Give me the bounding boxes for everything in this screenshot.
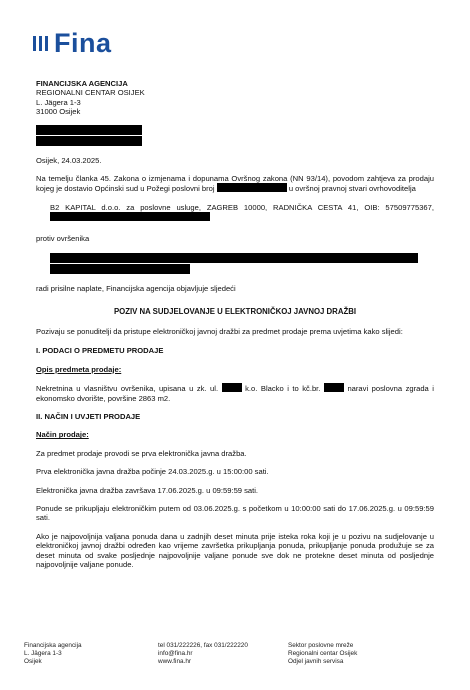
logo-text: Fina bbox=[54, 28, 112, 58]
sale-item: Elektronička javna dražba završava 17.06.2025.g. u 09:59:59 sati. bbox=[36, 485, 259, 495]
sale-item: Za predmet prodaje provodi se prva elektronička javna dražba. bbox=[36, 448, 247, 458]
footer-website-link[interactable]: www.fina.hr bbox=[158, 658, 192, 665]
address-org: FINANCIJSKA AGENCIJA bbox=[36, 79, 128, 88]
address-center: REGIONALNI CENTAR OSIJEK bbox=[36, 88, 145, 98]
address-street: L. Jägera 1-3 bbox=[36, 97, 81, 107]
against-line: protiv ovršenika bbox=[36, 233, 90, 243]
intro-paragraph bbox=[36, 174, 434, 194]
redacted-block bbox=[50, 253, 418, 263]
footer-text: Odjel javnih servisa bbox=[288, 658, 344, 665]
footer-text: Sektor poslovne mreže bbox=[288, 642, 354, 649]
footer-column-address bbox=[24, 642, 82, 666]
footer-text: Osijek bbox=[24, 658, 42, 665]
creditor-paragraph bbox=[36, 203, 434, 223]
sale-item: Ponude se prikupljaju elektroničkim putem od 03.06.2025.g. s početkom u 10:00:00 sati do 17.06.2025.g. u 09:59:59 sati. bbox=[36, 503, 434, 523]
sender-address bbox=[36, 79, 434, 117]
footer-text: Regionalni centar Osijek bbox=[288, 650, 358, 657]
property-description bbox=[36, 383, 434, 403]
footer-text: Financijska agencija bbox=[24, 642, 82, 649]
section-2-subtitle: Način prodaje: bbox=[36, 430, 89, 440]
sale-item: Prva elektronička javna dražba počinje 24.03.2025.g. u 15:00:00 sati. bbox=[36, 467, 269, 477]
footer-column-contact bbox=[158, 642, 248, 666]
property-text-3: naravi poslovna zgrada i ekonomsko dvorište, površine 2863 m2. bbox=[36, 384, 434, 403]
redacted-inline bbox=[50, 212, 210, 221]
section-1-title: I. PODACI O PREDMETU PRODAJE bbox=[36, 346, 164, 356]
invite-paragraph: Pozivaju se ponuditelji da pristupe elektroničkoj javnoj dražbi za predmet prodaje prema uvjetima kako slijedi: bbox=[36, 326, 403, 336]
footer-text: L. Jägera 1-3 bbox=[24, 650, 62, 657]
footer-text: tel 031/222226, fax 031/222220 bbox=[158, 642, 248, 649]
main-title: POZIV NA SUDJELOVANJE U ELEKTRONIČKOJ JAVNOJ DRAŽBI bbox=[113, 307, 357, 317]
redacted-block bbox=[36, 125, 142, 135]
date-line: Osijek, 24.03.2025. bbox=[36, 155, 102, 165]
redacted-block bbox=[50, 264, 190, 274]
footer-email-link[interactable]: info@fina.hr bbox=[158, 650, 193, 657]
footer-column-department bbox=[288, 642, 357, 666]
address-city: 31000 Osijek bbox=[36, 107, 81, 117]
section-2-title: II. NAČIN I UVJETI PRODAJE bbox=[36, 411, 141, 421]
property-text-1: Nekretnina u vlasništvu ovršenika, upisana u zk. ul. bbox=[36, 384, 219, 394]
creditor-text: B2 KAPITAL d.o.o. za poslovne usluge, ZAGREB 10000, RADNIČKA CESTA 41, OIB: 57509775367, bbox=[50, 202, 434, 212]
document-body bbox=[36, 79, 434, 569]
redacted-inline bbox=[222, 383, 242, 392]
redacted-block bbox=[36, 136, 142, 146]
redacted-inline bbox=[217, 183, 287, 192]
fina-logo bbox=[33, 30, 112, 57]
property-text-2: k.o. Blacko i to kč.br. bbox=[245, 384, 321, 394]
intro-text-1: Na temelju članka 45. Zakona o izmjenama i dopunama Ovršnog zakona (NN 93/14), povodom zahtjeva za prodaju kojeg je dostavio Općinski sud u Požegi poslovni broj bbox=[36, 174, 434, 194]
purpose-line: radi prisilne naplate, Financijska agencija objavljuje sljedeći bbox=[36, 284, 236, 294]
redacted-inline bbox=[324, 383, 344, 392]
logo-bars-icon bbox=[33, 36, 48, 51]
section-1-subtitle: Opis predmeta prodaje: bbox=[36, 364, 122, 374]
sale-item: Ako je najpovoljnija valjana ponuda dana u zadnjih deset minuta prije isteka roka koji je u pozivu na sudjelovanje u elektroničkoj javnoj dražbi određen kao vrijeme završetka prikupljanja ponuda, prikupljanje ponuda produžuje se za deset minuta od svake posljednje najpovoljnije valjane ponude sve dok ne protekne deset minuta od posljednje najpovoljnije valjane ponude. bbox=[36, 531, 434, 569]
intro-text-2: u ovršnoj pravnoj stvari ovrhovoditelja bbox=[288, 184, 416, 194]
